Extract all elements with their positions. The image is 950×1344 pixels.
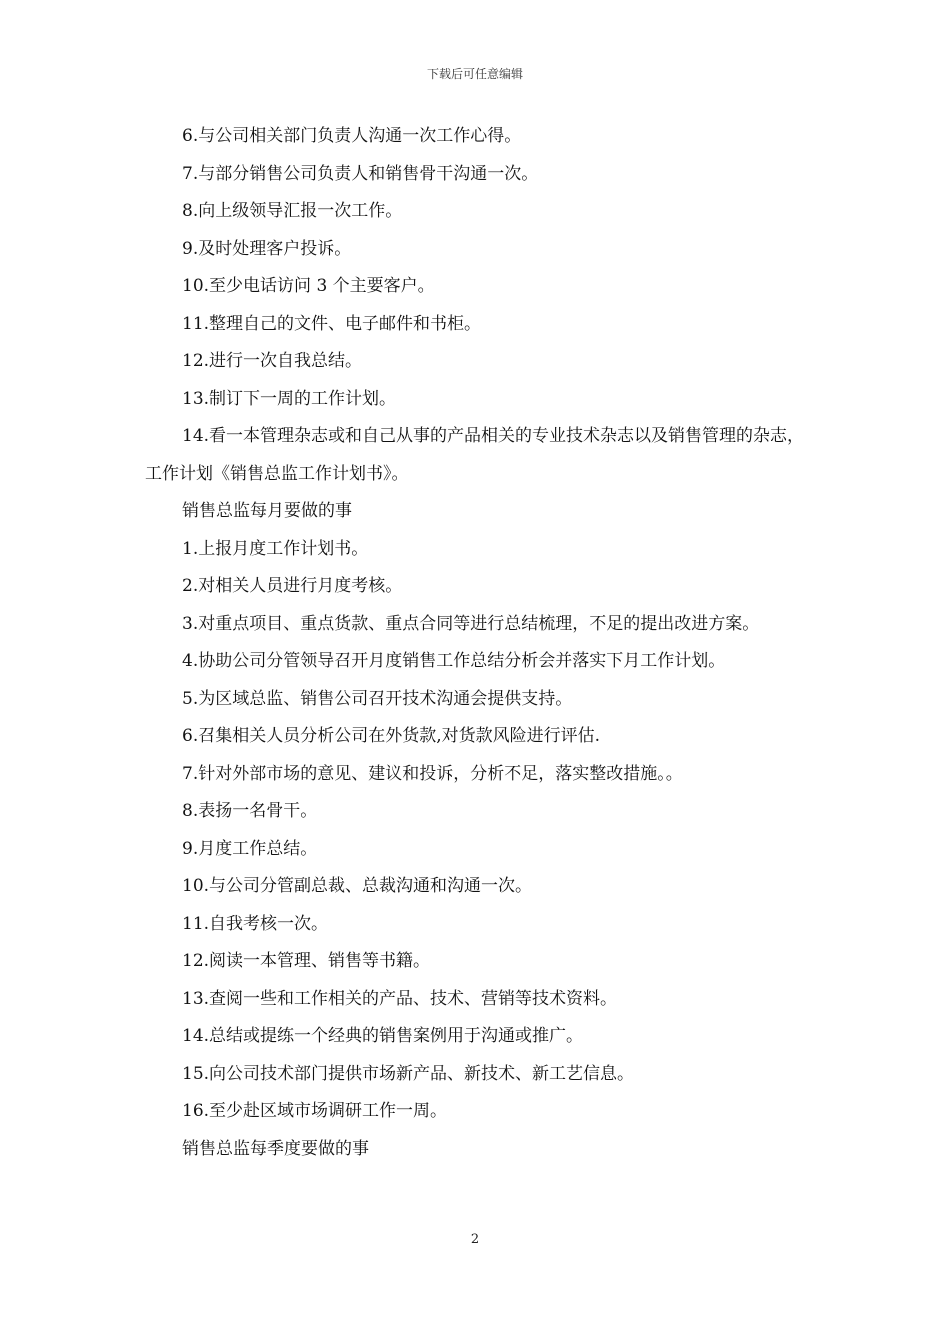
paragraph: 8.表扬一名骨干。 (182, 801, 318, 821)
paragraph: 7.与部分销售公司负责人和销售骨干沟通一次。 (182, 163, 539, 184)
paragraph: 13.查阅一些和工作相关的产品、技术、营销等技术资料。 (182, 988, 618, 1009)
paragraph: 9.及时处理客户投诉。 (182, 238, 352, 259)
paragraph: 8.向上级领导汇报一次工作。 (182, 201, 403, 221)
paragraph: 10.与公司分管副总裁、总裁沟通和沟通一次。 (182, 876, 533, 896)
paragraph: 3.对重点项目、重点货款、重点合同等进行总结梳理，不足的提出改进方案。 (182, 613, 760, 634)
paragraph: 4.协助公司分管领导召开月度销售工作总结分析会并落实下月工作计划。 (182, 651, 726, 671)
section-heading-monthly: 销售总监每月要做的事 (182, 501, 352, 521)
paragraph: 11.整理自己的文件、电子邮件和书柜。 (182, 313, 482, 334)
paragraph: 5.为区域总监、销售公司召开技术沟通会提供支持。 (182, 688, 573, 709)
paragraph: 2.对相关人员进行月度考核。 (182, 576, 403, 596)
paragraph: 6.召集相关人员分析公司在外货款,对货款风险进行评估. (182, 726, 601, 746)
page-header: 下载后可任意编辑 (426, 67, 523, 81)
paragraph: 10.至少电话访问 3 个主要客户。 (182, 276, 435, 296)
paragraph: 7.针对外部市场的意见、建议和投诉，分析不足，落实整改措施。。 (182, 763, 683, 784)
page-number: 2 (470, 1232, 480, 1247)
paragraph: 9.月度工作总结。 (182, 838, 318, 859)
paragraph: 15.向公司技术部门提供市场新产品、新技术、新工艺信息。 (182, 1063, 635, 1084)
paragraph: 1.上报月度工作计划书。 (182, 538, 369, 559)
paragraph: 11.自我考核一次。 (182, 913, 329, 934)
paragraph: 14.总结或提练一个经典的销售案例用于沟通或推广。 (182, 1026, 584, 1046)
paragraph: 16.至少赴区域市场调研工作一周。 (182, 1101, 448, 1121)
paragraph: 14.看一本管理杂志或和自己从事的产品相关的专业技术杂志以及销售管理的杂志，工作计划《销售总监工作计划书》。 (145, 426, 805, 484)
document-body (145, 118, 807, 1168)
paragraph: 12.阅读一本管理、销售等书籍。 (182, 951, 431, 971)
paragraph: 6.与公司相关部门负责人沟通一次工作心得。 (182, 126, 522, 146)
section-heading-quarterly: 销售总监每季度要做的事 (182, 1138, 369, 1159)
paragraph: 12.进行一次自我总结。 (182, 351, 363, 371)
paragraph: 13.制订下一周的工作计划。 (182, 388, 397, 409)
